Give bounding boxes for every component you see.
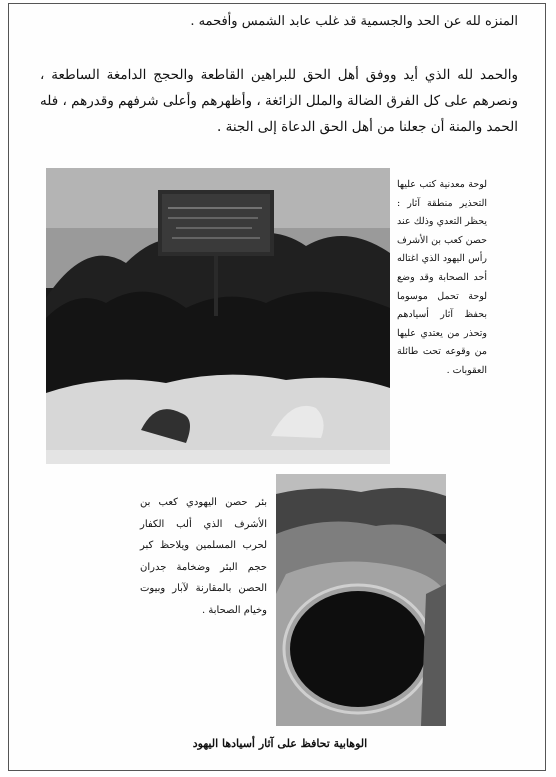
opening-line: المنزه لله عن الحد والجسمية قد غلب عابد الشمس وأفحمه . <box>190 14 518 29</box>
photo1-caption: لوحة معدنية كتب عليها التحذير منطقة آثار : يحظر التعدي وذلك عند حصن كعب بن الأشرف رأس اليهود الذي اغتاله أحد الصحابة وقد وضع لوحة تحمل موسوما بحفظ آثار أسيادهم وتحذر من يعتدي عليها من وقوعه تحت طائلة العقوبات . <box>397 179 487 376</box>
bottom-title: الوهابية تحافظ على آثار أسيادها اليهود <box>192 737 368 750</box>
photo2-caption: بئر حصن اليهودي كعب بن الأشرف الذي ألب الكفار لحرب المسلمين ويلاحظ كبر حجم البئر وضخامة جدران الحصن بالمقارنة لآبار وبيوت وخيام الصحابة . <box>140 497 267 616</box>
photo-warning-sign-image <box>46 168 390 464</box>
photo-well <box>276 474 446 726</box>
main-paragraph: والحمد لله الذي أيد ووفق أهل الحق للبراهين القاطعة والحجج الدامغة الساطعة ، ونصرهم على كل الفرق الضالة والملل الزائغة ، وأظهرهم وأعلى شرفهم وقدرهم ، فله الحمد والمنة أن جعلنا من أهل الحق الدعاة إلى الجنة . <box>40 67 518 135</box>
photo-well-image <box>276 474 446 726</box>
photo-warning-sign <box>46 168 390 464</box>
